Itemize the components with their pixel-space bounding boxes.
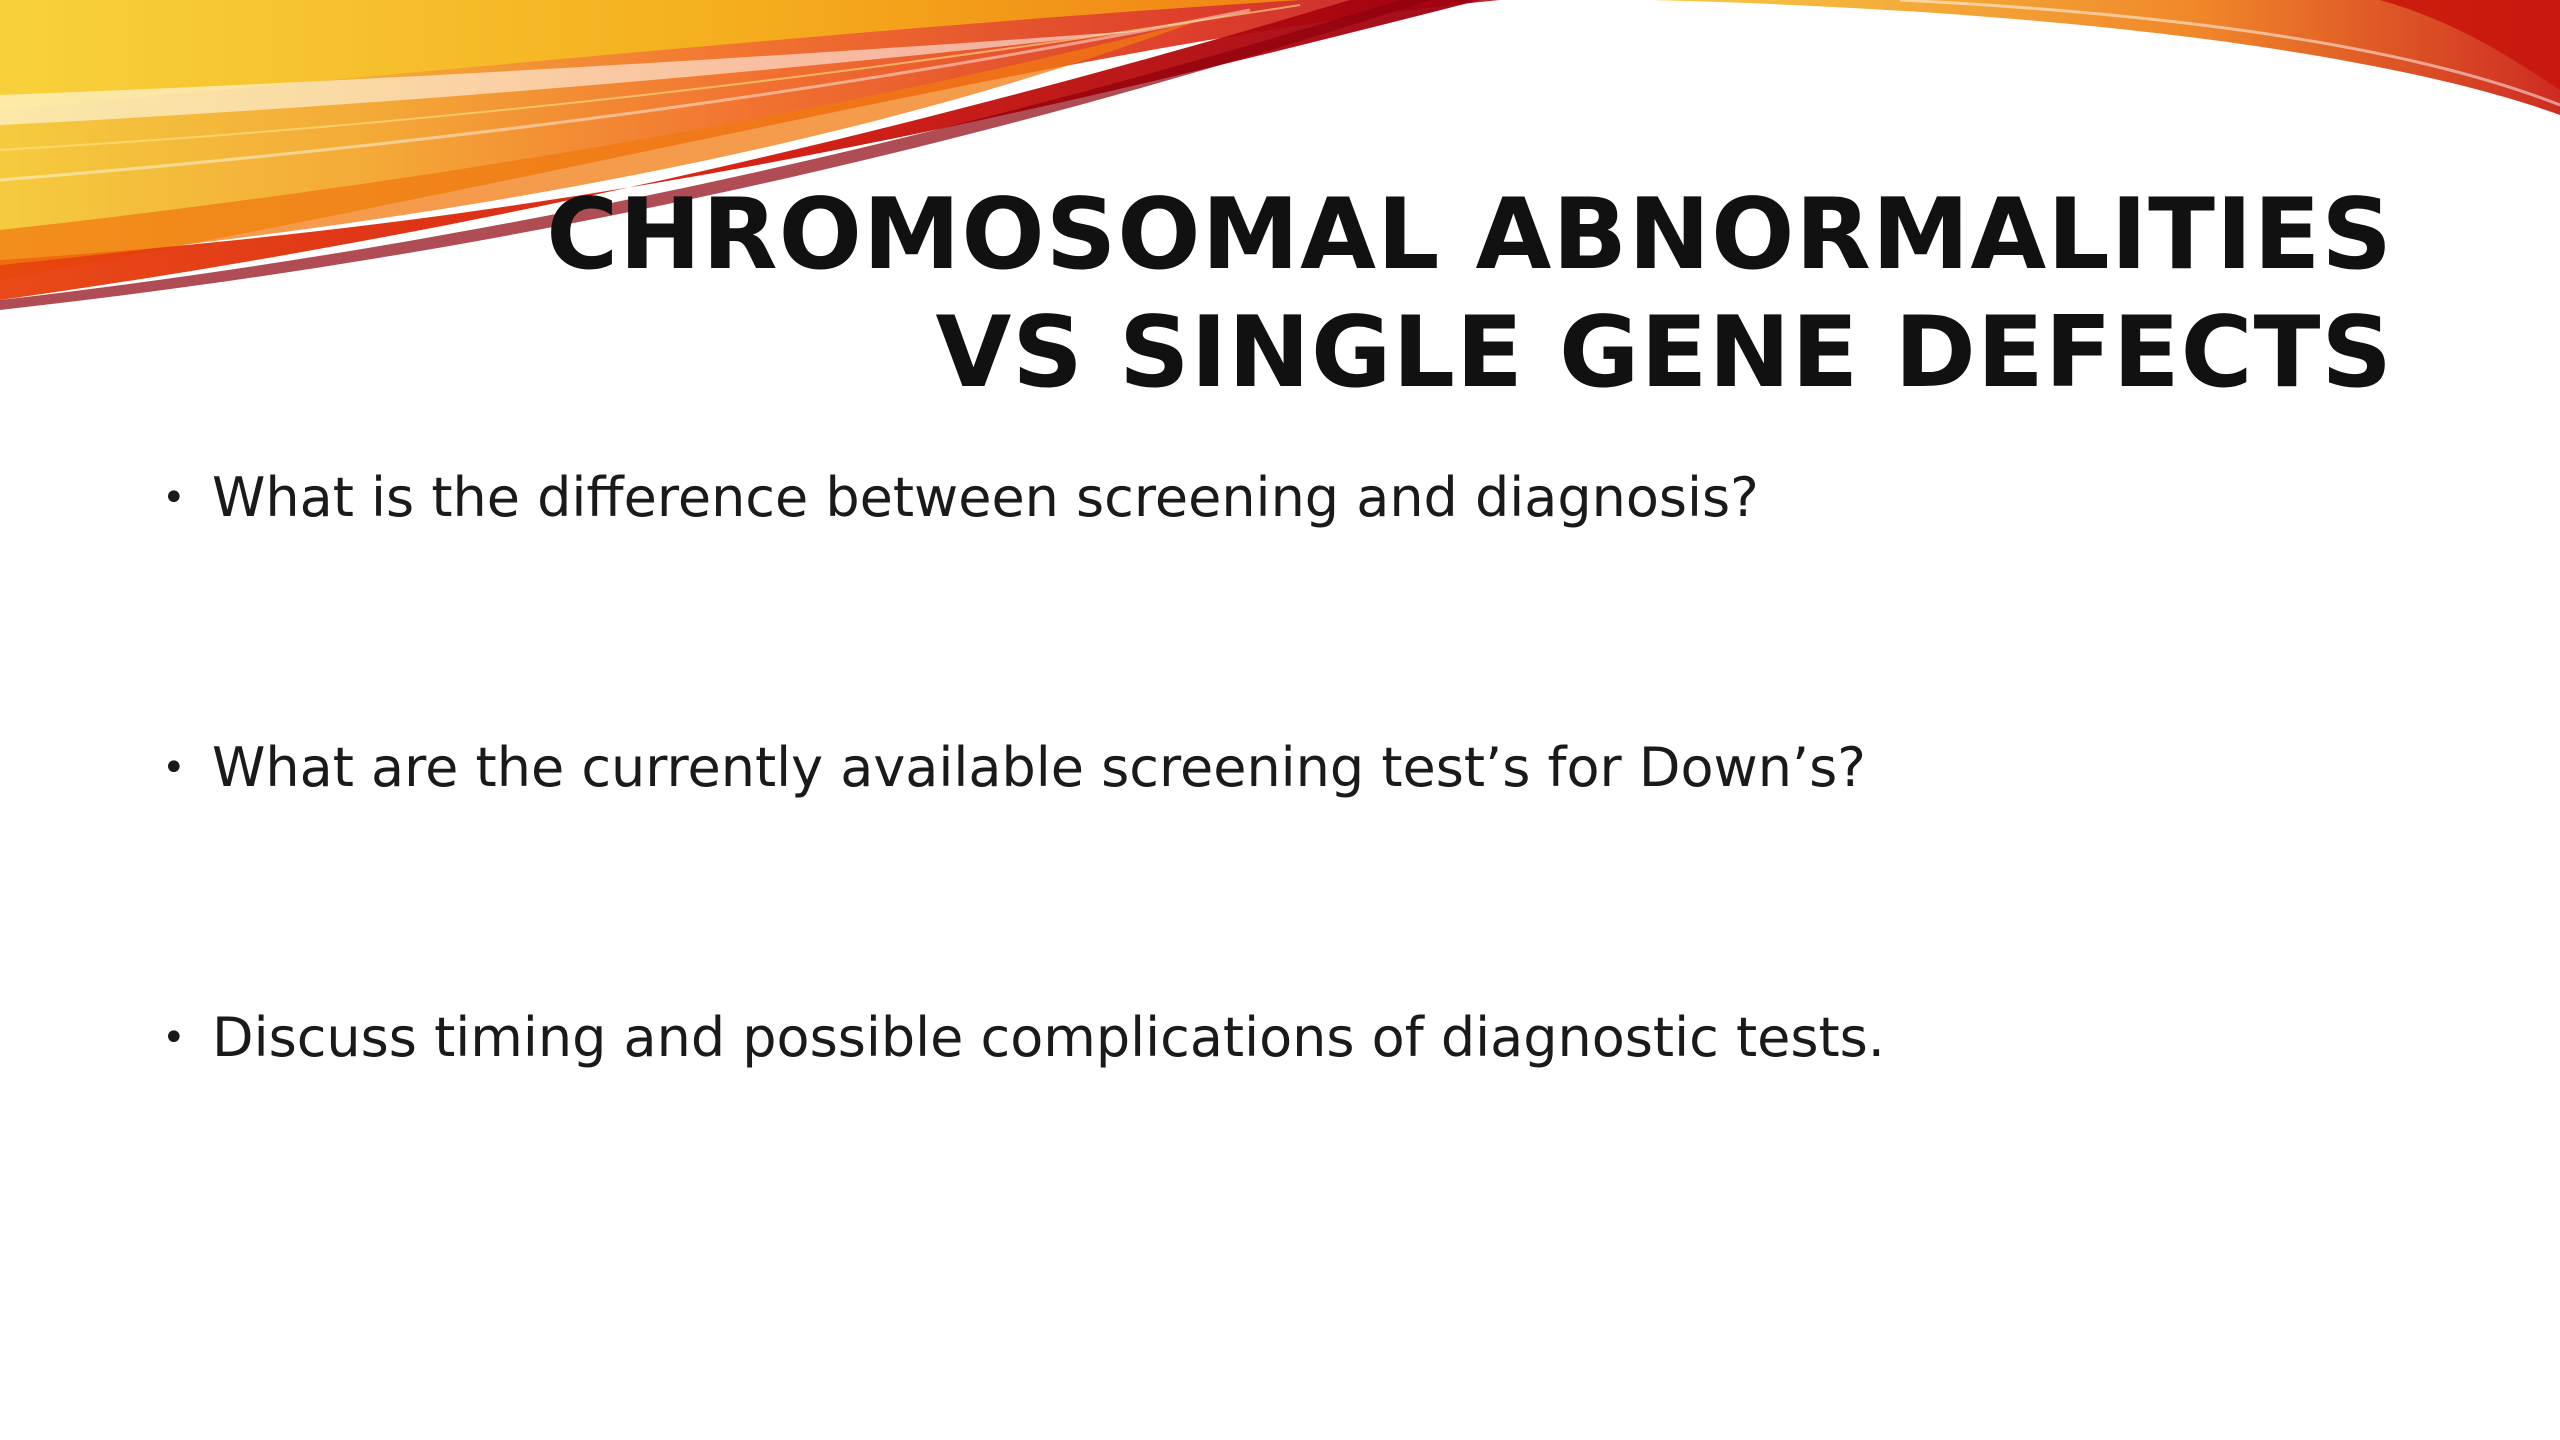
slide-title-line-2: VS SINGLE GENE DEFECTS [935, 296, 2393, 410]
slide-title-line-1: CHROMOSOMAL ABNORMALITIES [546, 178, 2393, 292]
slide-title [293, 176, 2393, 412]
bullet-dot-icon: • [162, 1015, 186, 1061]
bullet-dot-icon: • [162, 745, 186, 791]
bullet-item [160, 1000, 2360, 1270]
bullet-item [160, 730, 2360, 1000]
bullet-text: What is the difference between screening and diagnosis? [212, 466, 1759, 529]
bullet-item [160, 460, 2360, 730]
bullet-text: What are the currently available screening test’s for Down’s? [212, 736, 1866, 799]
bullet-dot-icon: • [162, 475, 186, 521]
bullet-text: Discuss timing and possible complications of diagnostic tests. [212, 1006, 1885, 1069]
bullet-list [160, 460, 2360, 1270]
